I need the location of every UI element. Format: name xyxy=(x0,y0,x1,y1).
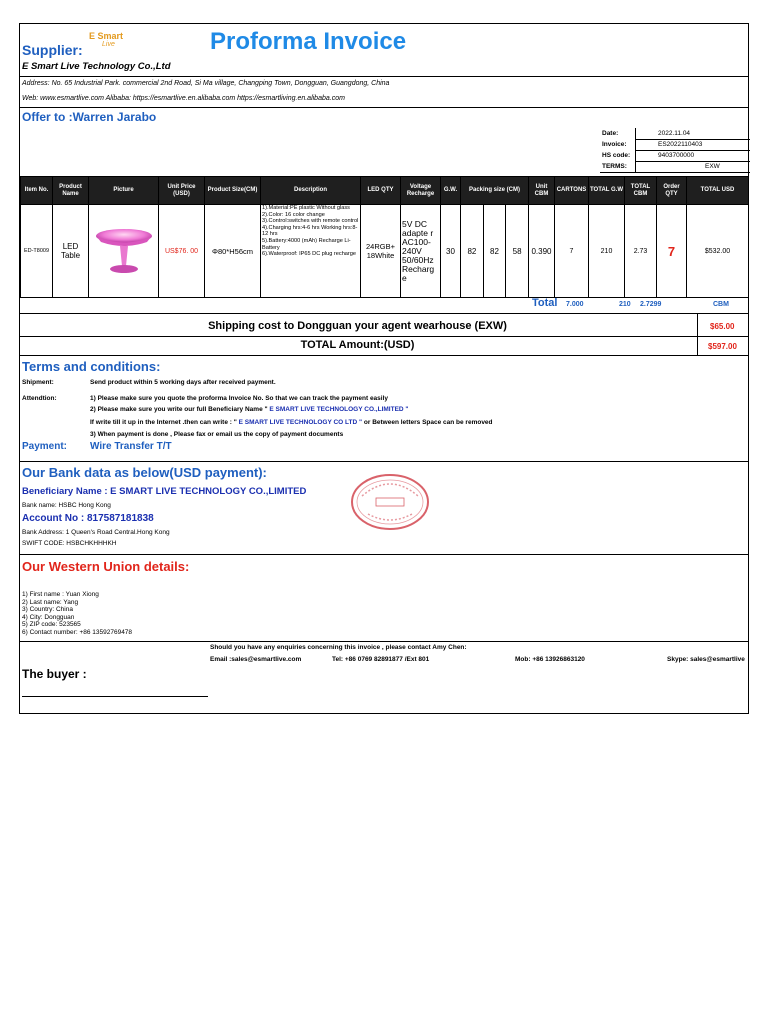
col-header: TOTAL CBM xyxy=(625,177,657,205)
contact-mobile: Mob: +86 13926863120 xyxy=(515,656,585,663)
total-amount-label: TOTAL Amount:(USD) xyxy=(300,339,415,351)
divider xyxy=(20,76,748,77)
company-web: Web: www.esmartlive.com Alibaba: https://esmartlive.en.alibaba.com https://esmartliving.en.alibaba.com xyxy=(22,95,345,102)
wu-country: 3) Country: China xyxy=(22,606,73,614)
total-gw-sum: 210 xyxy=(619,301,631,308)
divider xyxy=(20,641,748,642)
terms-value: EXW xyxy=(705,163,720,170)
total-label: Total xyxy=(532,297,558,309)
col-header: Picture xyxy=(89,177,159,205)
invoice-number: ES2022110403 xyxy=(658,141,703,148)
supplier-label: Supplier: xyxy=(22,42,83,58)
contact-email: Email :sales@esmartlive.com xyxy=(210,656,302,663)
beneficiary-name: Beneficiary Name : E SMART LIVE TECHNOLOGY CO.,LIMITED xyxy=(22,486,307,497)
divider xyxy=(20,336,748,337)
company-seal xyxy=(350,472,430,532)
company-address: Address: No. 65 Industrial Park. commercial 2nd Road, Si Ma village, Changping Town, Dongguan, Guangdong, China xyxy=(22,80,390,87)
attention-2 xyxy=(90,406,409,413)
total-cartons: 7.000 xyxy=(566,301,584,308)
wu-zip: 5) ZIP code: 523565 xyxy=(22,621,81,629)
total-cbm-sum: 2.7299 xyxy=(640,301,662,308)
attention-4: 3) When payment is done , Please fax or email us the copy of payment documents xyxy=(90,431,344,438)
bank-title: Our Bank data as below(USD payment): xyxy=(22,465,267,480)
company-logo xyxy=(89,31,143,55)
bank-name: Bank name: HSBC Hong Kong xyxy=(22,502,111,509)
shipping-label: Shipping cost to Dongguan your agent wearhouse (EXW) xyxy=(208,320,507,332)
attention-3-text: If write till it up in the Internet .then can write : " xyxy=(90,419,237,426)
terms-label: TERMS: xyxy=(602,163,627,170)
attention-3-note: or Between letters Space can be removed xyxy=(363,419,493,426)
col-header: Item No. xyxy=(21,177,53,205)
page-title: Proforma Invoice xyxy=(210,28,407,55)
logo-text-primary: E Smart xyxy=(89,31,124,41)
product-description: 1).Material:PE plastic Without glass 2).Color: 16 color change 3).Control:switches with remote control 4).Charging hrs:4-6 hrs Working hrs:8-12 hrs 5).Battery:4000 (mAh) Recharge Li-Battery 6).Waterproof: IP65 DC plug recharge xyxy=(261,205,361,298)
divider xyxy=(20,355,748,356)
col-header: Voltage Recharge xyxy=(401,177,441,205)
order-qty: 7 xyxy=(657,205,687,298)
unit-cbm: 0.390 xyxy=(529,205,555,298)
divider xyxy=(20,313,748,314)
wu-city: 4) City: Dongguan xyxy=(22,613,75,621)
pack-length: 82 xyxy=(461,205,483,297)
invoice-meta xyxy=(600,128,750,172)
meta-rule xyxy=(600,172,750,173)
led-table-image xyxy=(93,220,155,282)
col-header: TOTAL G.W xyxy=(589,177,625,205)
payment-label: Payment: xyxy=(22,441,68,452)
contact-tel: Tel: +86 0769 82891877 /Ext 801 xyxy=(332,656,430,663)
amount-divider xyxy=(697,314,698,356)
date-value: 2022.11.04 xyxy=(658,130,691,137)
logo-text-secondary: Live xyxy=(102,41,115,48)
enquiry-text: Should you have any enquiries concerning this invoice , please contact Amy Chen: xyxy=(210,644,467,651)
invoice-sheet xyxy=(19,23,749,714)
shipment-text: Send product within 5 working days after received payment. xyxy=(90,379,276,386)
product-picture xyxy=(89,205,159,298)
gross-weight: 30 xyxy=(441,205,461,298)
offer-to: Offer to :Warren Jarabo xyxy=(22,110,157,124)
col-header: Packing size (CM) xyxy=(461,177,529,205)
product-name: LED Table xyxy=(53,205,89,298)
short-name-inline: E SMART LIVE TECHNOLOGY CO LTD " xyxy=(238,419,363,426)
total-gw: 210 xyxy=(589,205,625,298)
col-header: Description xyxy=(261,177,361,205)
shipment-label: Shipment: xyxy=(22,379,54,386)
wu-first-name: 1) First name : Yuan Xiong xyxy=(22,591,99,598)
hs-code-value: 9403700000 xyxy=(658,152,695,159)
total-amount-value: $597.00 xyxy=(708,342,737,351)
pack-width: 82 xyxy=(483,205,505,297)
col-header: CARTONS xyxy=(555,177,589,205)
western-union-details xyxy=(22,591,132,637)
total-cbm: 2.73 xyxy=(625,205,657,298)
date-label: Date: xyxy=(602,130,619,137)
attention-3 xyxy=(90,419,493,426)
hs-code-label: HS code: xyxy=(602,152,631,159)
swift-code: SWIFT CODE: HSBCHKHHHKH xyxy=(22,540,117,547)
col-header: Product Size(CM) xyxy=(205,177,261,205)
terms-title: Terms and conditions: xyxy=(22,359,161,374)
item-number: ED-T8009 xyxy=(21,205,53,298)
attention-1: 1) Please make sure you quote the proforma Invoice No. So that we can track the payment easily xyxy=(90,395,389,402)
wu-last-name: 2) Last name: Yang xyxy=(22,598,79,606)
col-header: Product Name xyxy=(53,177,89,205)
cartons: 7 xyxy=(555,205,589,298)
unit-price: US$76. 00 xyxy=(159,205,205,298)
attention-2-text: 2) Please make sure you write our full Beneficiary Name " xyxy=(90,406,268,413)
pack-height: 58 xyxy=(512,246,522,256)
led-qty: 24RGB+ 18White xyxy=(361,205,401,298)
items-table xyxy=(20,176,749,298)
col-header: Unit CBM xyxy=(529,177,555,205)
col-header: TOTAL USD xyxy=(687,177,749,205)
buyer-label: The buyer : xyxy=(22,667,87,681)
table-header-row xyxy=(21,177,749,205)
bank-address: Bank Address: 1 Queen's Road Central.Hong Kong xyxy=(22,529,170,536)
wu-contact: 6) Contact number: +86 13592769478 xyxy=(22,628,133,636)
western-union-title: Our Western Union details: xyxy=(22,559,190,574)
table-row xyxy=(21,205,749,298)
voltage: 5V DC adapte r AC100-240V 50/60Hz Recharg e xyxy=(401,205,441,298)
buyer-signature-line xyxy=(22,696,208,697)
payment-method: Wire Transfer T/T xyxy=(90,441,172,452)
col-header: G.W. xyxy=(441,177,461,205)
contact-skype: Skype: sales@esmartlive xyxy=(667,656,745,663)
packing-size xyxy=(461,205,529,298)
divider xyxy=(20,461,748,462)
col-header: Order QTY xyxy=(657,177,687,205)
account-number: Account No : 817587181838 xyxy=(22,513,154,524)
col-header: LED QTY xyxy=(361,177,401,205)
shipping-amount: $65.00 xyxy=(710,322,735,331)
invoice-label: Invoice: xyxy=(602,141,627,148)
cbm-unit: CBM xyxy=(713,301,729,308)
col-header: Unit Price (USD) xyxy=(159,177,205,205)
total-usd: $532.00 xyxy=(687,205,749,298)
product-size: Φ80*H56cm xyxy=(205,205,261,298)
beneficiary-name-inline: E SMART LIVE TECHNOLOGY CO.,LIMITED " xyxy=(269,406,409,413)
packing-subtable xyxy=(461,205,528,297)
divider xyxy=(20,107,748,108)
divider xyxy=(20,554,748,555)
company-name: E Smart Live Technology Co.,Ltd xyxy=(22,61,171,72)
attention-label: Attendtion: xyxy=(22,395,57,402)
